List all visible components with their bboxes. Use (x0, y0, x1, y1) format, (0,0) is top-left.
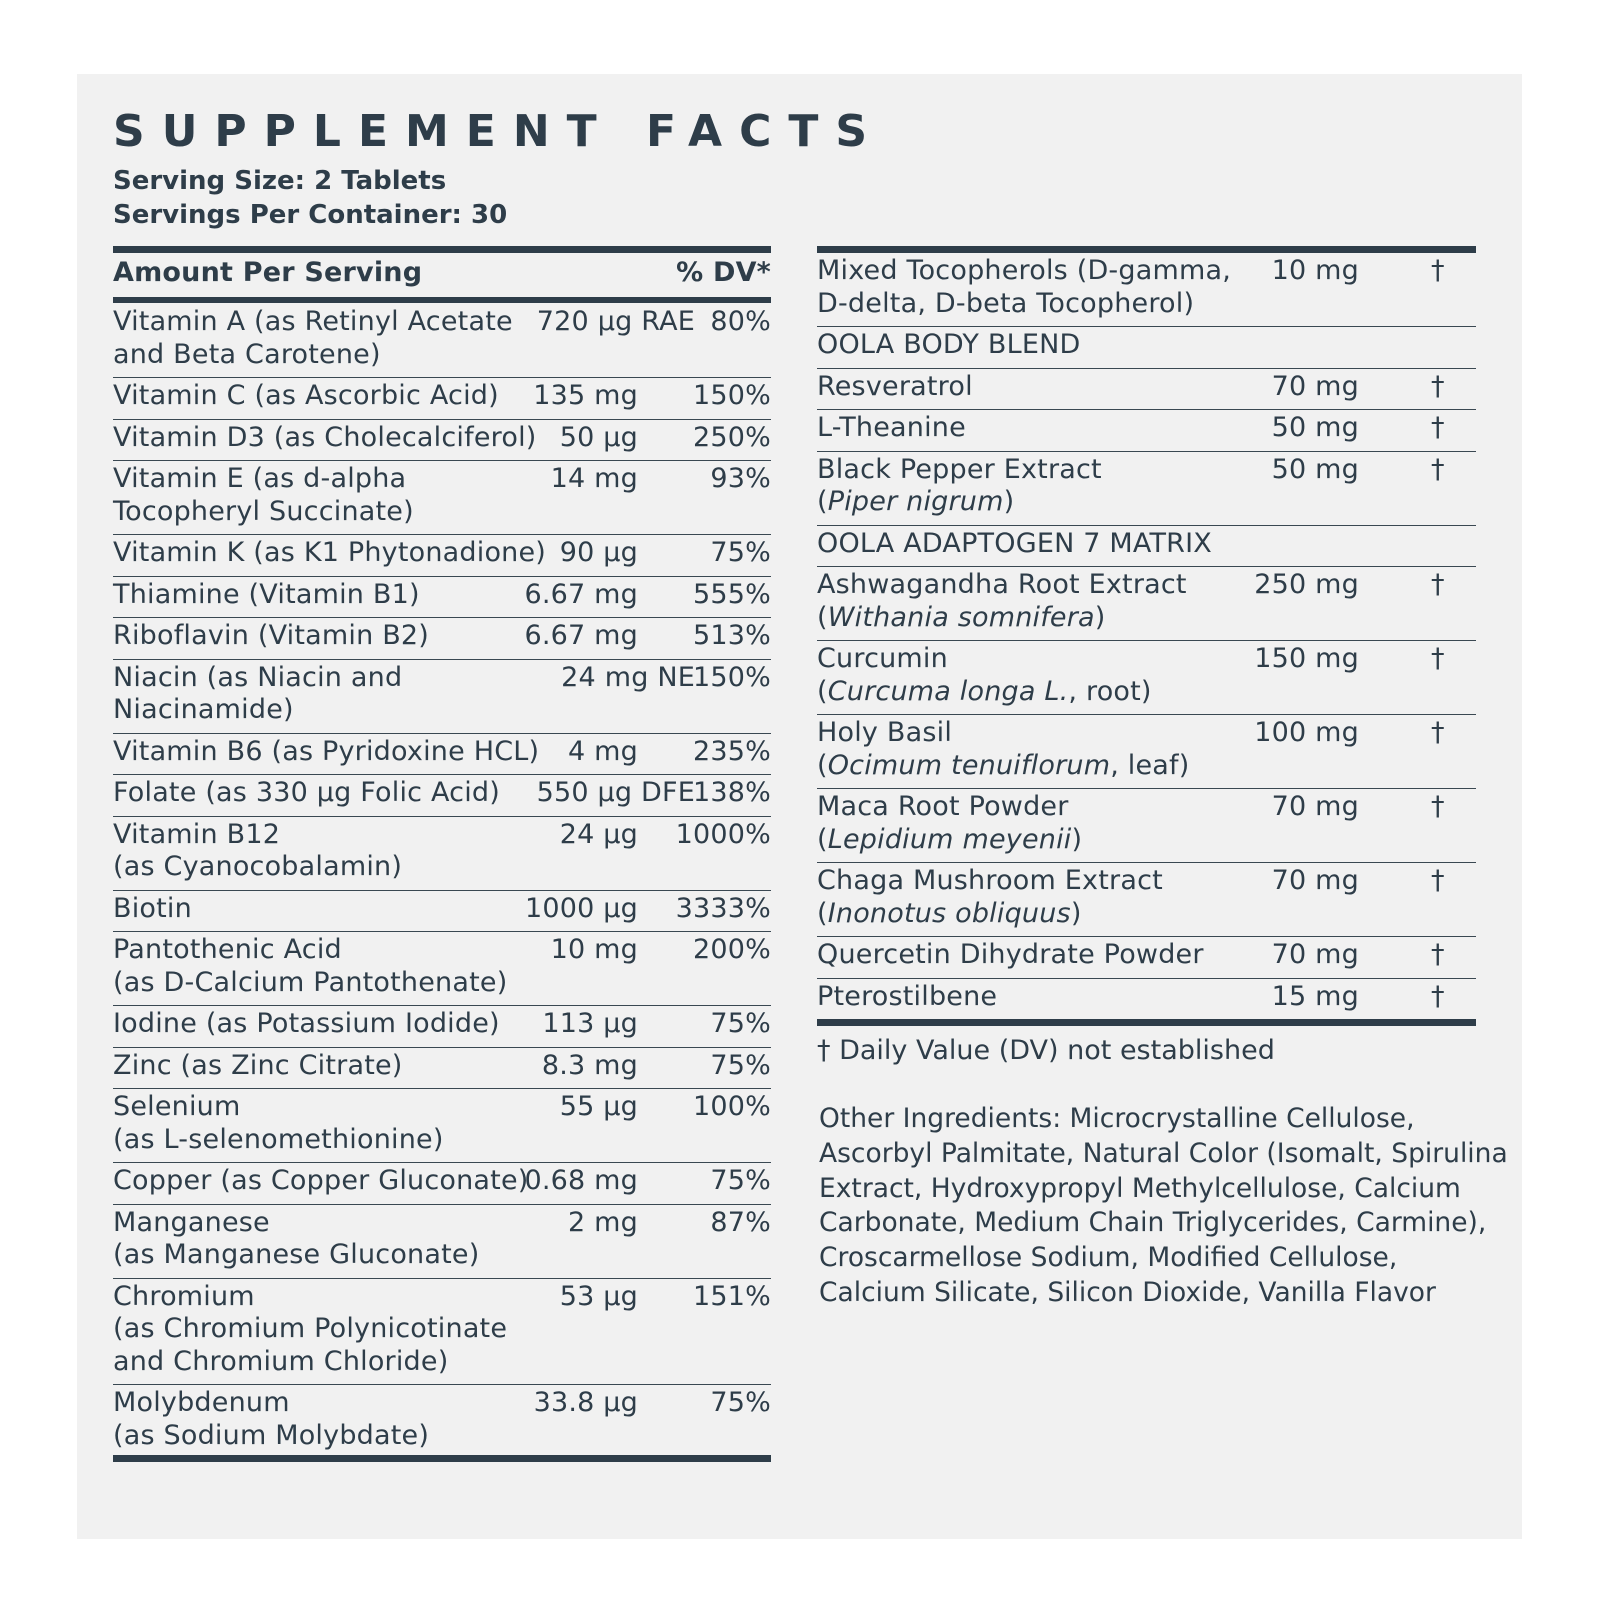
right-table-top-bar (817, 246, 1476, 253)
ingredient-name: D-delta, D-beta Tocopherol) (817, 287, 1195, 319)
ingredient-name: Chaga Mushroom Extract (817, 865, 1163, 896)
ingredient-row (817, 789, 1476, 863)
botanical-part: , root (1068, 675, 1141, 707)
ingredient-row (817, 979, 1476, 1020)
nutrient-name: Vitamin D3 (as Cholecalciferol) (113, 421, 537, 453)
nutrient-name: Tocopheryl Succinate) (113, 495, 414, 527)
blend-heading-row (817, 526, 1476, 568)
other-ingredients-line: Croscarmellose Sodium, Modified Cellulose, (819, 1242, 1398, 1274)
nutrient-amount: 4 mg (567, 735, 638, 767)
amount-per-serving-label: Amount Per Serving (113, 257, 423, 288)
nutrient-name: Vitamin C (as Ascorbic Acid) (113, 380, 499, 411)
ingredient-botanical-name: (Withania somnifera) (817, 601, 1106, 633)
ingredient-name: Pterostilbene (817, 980, 998, 1012)
other-ingredients-line: Carbonate, Medium Chain Triglycerides, Carmine), (819, 1207, 1487, 1239)
ingredient-name: Resveratrol (817, 370, 973, 402)
nutrient-name: (as Sodium Molybdate) (113, 1419, 430, 1451)
nutrient-dv: 87% (710, 1206, 771, 1238)
nutrient-amount: 6.67 mg (524, 578, 638, 610)
dv-footnote: † Daily Value (DV) not established (817, 1035, 1275, 1066)
ingredient-amount: 250 mg (1254, 569, 1359, 600)
nutrient-name: Manganese (113, 1206, 270, 1238)
nutrient-row (113, 461, 771, 535)
nutrient-amount: 6.67 mg (524, 620, 638, 651)
nutrient-name: Folate (as 330 µg Folic Acid) (113, 777, 500, 808)
nutrient-dv: 80% (710, 306, 771, 337)
blend-heading-row (817, 327, 1476, 369)
nutrient-dv: 235% (693, 735, 771, 767)
ingredient-name: Quercetin Dihydrate Powder (817, 939, 1204, 970)
ingredient-amount: 50 mg (1271, 453, 1359, 485)
nutrient-name: Thiamine (Vitamin B1) (113, 578, 420, 610)
ingredient-row (817, 253, 1476, 327)
dagger-mark: † (1431, 412, 1445, 443)
nutrient-row (113, 1163, 771, 1205)
nutrient-name: Pantothenic Acid (113, 934, 342, 965)
botanical-latin-name: Withania somnifera (827, 601, 1095, 633)
ingredient-botanical-name: (Ocimum tenuiflorum, leaf) (817, 749, 1190, 781)
botanical-latin-name: Ocimum tenuiflorum (827, 749, 1111, 781)
nutrient-name: Vitamin B6 (as Pyridoxine HCL) (113, 735, 540, 767)
nutrient-row (113, 734, 771, 776)
nutrient-amount: 53 µg (559, 1280, 638, 1312)
nutrient-name: (as L-selenomethionine) (113, 1123, 444, 1155)
nutrient-row (113, 378, 771, 420)
nutrient-row (113, 775, 771, 817)
nutrient-row (113, 932, 771, 1006)
ingredient-row (817, 452, 1476, 526)
nutrient-amount: 10 mg (550, 934, 638, 965)
blend-heading: OOLA ADAPTOGEN 7 MATRIX (817, 527, 1213, 559)
ingredient-name: Mixed Tocopherols (D-gamma, (817, 255, 1231, 286)
nutrient-dv: 555% (693, 578, 771, 610)
nutrient-name: and Beta Carotene) (113, 338, 381, 370)
nutrient-dv: 138% (693, 777, 771, 808)
nutrient-dv: 150% (693, 380, 771, 411)
nutrient-name: Vitamin E (as d-alpha (113, 463, 407, 494)
ingredient-row (817, 641, 1476, 715)
nutrient-row (113, 1048, 771, 1090)
ingredient-amount: 70 mg (1271, 939, 1359, 970)
nutrient-name: (as Manganese Gluconate) (113, 1239, 480, 1270)
nutrient-amount: 1000 µg (524, 892, 638, 924)
nutrient-row (113, 1385, 771, 1458)
nutrient-dv: 75% (710, 1387, 771, 1418)
nutrient-dv: 93% (710, 463, 771, 494)
ingredient-name: L-Theanine (817, 412, 966, 443)
right-ingredient-table (817, 253, 1476, 1019)
nutrient-amount: 24 mg NE (561, 661, 695, 693)
ingredient-amount: 15 mg (1271, 980, 1359, 1012)
nutrient-row (113, 891, 771, 933)
botanical-latin-name: Curcuma longa L. (827, 675, 1069, 707)
nutrient-dv: 250% (693, 421, 771, 453)
dagger-mark: † (1431, 643, 1445, 674)
nutrient-row (113, 420, 771, 462)
ingredient-row (817, 937, 1476, 979)
nutrient-amount: 550 µg DFE (536, 777, 695, 808)
nutrient-amount: 720 µg RAE (536, 306, 695, 337)
nutrient-amount: 8.3 mg (541, 1049, 638, 1081)
nutrient-amount: 33.8 µg (533, 1387, 638, 1418)
nutrient-dv: 150% (693, 661, 771, 693)
ingredient-botanical-name: (Curcuma longa L., root) (817, 675, 1152, 707)
dagger-mark: † (1431, 370, 1445, 402)
botanical-part: , leaf (1110, 749, 1179, 781)
other-ingredients-line: Extract, Hydroxypropyl Methylcellulose, Calcium (819, 1172, 1461, 1204)
other-ingredients-line: Other Ingredients: Microcrystalline Cellulose, (819, 1103, 1415, 1134)
ingredient-amount: 70 mg (1271, 791, 1359, 822)
ingredient-row (817, 369, 1476, 411)
servings-per-container: Servings Per Container: 30 (113, 200, 508, 230)
ingredient-botanical-name: (Lepidium meyenii) (817, 823, 1083, 855)
nutrient-dv: 200% (693, 934, 771, 965)
right-table-bottom-bar (817, 1019, 1476, 1026)
nutrient-dv: 513% (693, 620, 771, 651)
nutrient-name: Chromium (113, 1280, 255, 1312)
dagger-mark: † (1431, 791, 1445, 822)
ingredient-name: Maca Root Powder (817, 791, 1069, 822)
ingredient-botanical-name: (Piper nigrum) (817, 486, 1015, 517)
dv-header-label: % DV* (676, 257, 771, 288)
botanical-latin-name: Lepidium meyenii (827, 823, 1072, 855)
other-ingredients (819, 1102, 1508, 1311)
dagger-mark: † (1431, 569, 1445, 600)
nutrient-amount: 2 mg (567, 1206, 638, 1238)
nutrient-amount: 90 µg (559, 537, 638, 568)
nutrient-dv: 75% (710, 1049, 771, 1081)
nutrient-row (113, 1279, 771, 1386)
nutrient-amount: 135 mg (533, 380, 638, 411)
nutrient-name: Zinc (as Zinc Citrate) (113, 1049, 403, 1081)
ingredient-botanical-name: (Inonotus obliquus) (817, 897, 1082, 929)
other-ingredients-line: Ascorbyl Palmitate, Natural Color (Isomalt, Spirulina (819, 1137, 1508, 1169)
nutrient-name: Niacin (as Niacin and (113, 661, 403, 693)
dagger-mark: † (1431, 255, 1445, 286)
nutrient-name: (as Cyanocobalamin) (113, 851, 403, 882)
nutrient-amount: 50 µg (559, 421, 638, 453)
nutrient-dv: 1000% (675, 818, 771, 850)
nutrient-name: and Chromium Chloride) (113, 1345, 449, 1377)
nutrient-name: Molybdenum (113, 1387, 290, 1418)
nutrient-row (113, 1205, 771, 1279)
ingredient-amount: 70 mg (1271, 370, 1359, 402)
left-nutrient-table (113, 304, 771, 1458)
dagger-mark: † (1431, 980, 1445, 1012)
serving-size: Serving Size: 2 Tablets (113, 166, 447, 196)
left-table-bottom-bar (113, 1455, 771, 1462)
left-table-header-bar (113, 297, 771, 303)
nutrient-name: Biotin (113, 892, 192, 924)
nutrient-amount: 113 µg (542, 1008, 638, 1039)
nutrient-row (113, 304, 771, 378)
blend-heading: OOLA BODY BLEND (817, 329, 1081, 360)
nutrient-amount: 14 mg (550, 463, 638, 494)
dagger-mark: † (1431, 717, 1445, 748)
ingredient-amount: 50 mg (1271, 412, 1359, 443)
nutrient-dv: 3333% (675, 892, 771, 924)
ingredient-row (817, 410, 1476, 452)
nutrient-row (113, 1089, 771, 1163)
nutrient-row (113, 1006, 771, 1048)
nutrient-row (113, 660, 771, 734)
nutrient-name: (as Chromium Polynicotinate (113, 1313, 508, 1344)
ingredient-name: Holy Basil (817, 717, 953, 748)
nutrient-name: Niacinamide) (113, 694, 294, 725)
ingredient-amount: 70 mg (1271, 865, 1359, 896)
nutrient-amount: 24 µg (559, 818, 638, 850)
nutrient-amount: 55 µg (559, 1091, 638, 1122)
nutrient-row (113, 618, 771, 660)
dagger-mark: † (1431, 453, 1445, 485)
nutrient-dv: 100% (693, 1091, 771, 1122)
nutrient-name: Vitamin A (as Retinyl Acetate (113, 306, 513, 337)
nutrient-dv: 151% (693, 1280, 771, 1312)
ingredient-amount: 100 mg (1254, 717, 1359, 748)
botanical-latin-name: Piper nigrum (827, 486, 1004, 517)
nutrient-dv: 75% (710, 1165, 771, 1196)
ingredient-amount: 10 mg (1271, 255, 1359, 286)
ingredient-name: Ashwagandha Root Extract (817, 569, 1187, 600)
nutrient-name: Vitamin B12 (113, 818, 281, 850)
dagger-mark: † (1431, 865, 1445, 896)
nutrient-dv: 75% (710, 537, 771, 568)
ingredient-row (817, 715, 1476, 789)
nutrient-name: Riboflavin (Vitamin B2) (113, 620, 430, 651)
nutrient-row (113, 577, 771, 619)
page-title: SUPPLEMENT FACTS (113, 106, 885, 157)
nutrient-name: Vitamin K (as K1 Phytonadione) (113, 537, 547, 568)
nutrient-name: (as D-Calcium Pantothenate) (113, 966, 508, 998)
left-table-top-bar (113, 246, 771, 253)
nutrient-row (113, 817, 771, 891)
nutrient-name: Selenium (113, 1091, 241, 1122)
ingredient-name: Curcumin (817, 643, 948, 674)
dagger-mark: † (1431, 939, 1445, 970)
nutrient-name: Iodine (as Potassium Iodide) (113, 1008, 500, 1039)
nutrient-dv: 75% (710, 1008, 771, 1039)
nutrient-row (113, 535, 771, 577)
other-ingredients-line: Calcium Silicate, Silicon Dioxide, Vanilla Flavor (819, 1276, 1436, 1308)
ingredient-name: Black Pepper Extract (817, 453, 1102, 485)
ingredient-amount: 150 mg (1254, 643, 1359, 674)
ingredient-row (817, 567, 1476, 641)
nutrient-name: Copper (as Copper Gluconate) (113, 1165, 529, 1196)
botanical-latin-name: Inonotus obliquus (827, 897, 1071, 929)
nutrient-amount: 0.68 mg (524, 1165, 638, 1196)
ingredient-row (817, 863, 1476, 937)
